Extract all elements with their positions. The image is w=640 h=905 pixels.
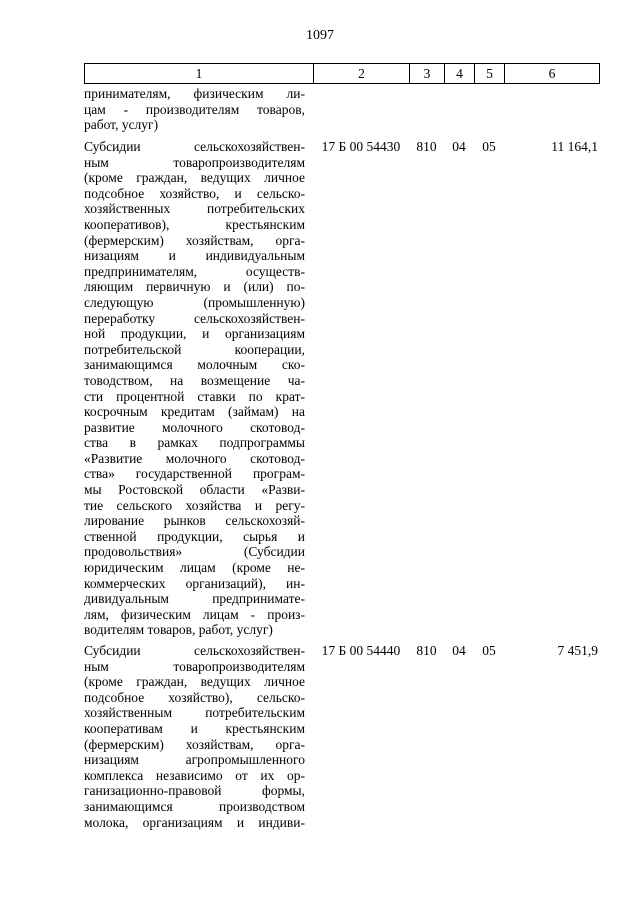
text-line: цам - производителям товаров, [84, 101, 305, 117]
text-line: низациям и индивидуальным [84, 248, 305, 264]
row-description [84, 139, 313, 638]
row-rz: 04 [452, 139, 466, 154]
header-col-6: 6 [548, 65, 556, 81]
row-pr: 05 [482, 139, 496, 154]
text-line: ства в рамках подпрограммы [84, 435, 305, 451]
text-line: следующую (промышленную) [84, 294, 305, 310]
text-line: (кроме граждан, ведущих личное [84, 674, 305, 690]
table-row [84, 643, 600, 830]
header-col-5: 5 [475, 64, 505, 83]
text-line: (фермерским) хозяйствам, орга- [84, 736, 305, 752]
text-line: кооперативам и крестьянским [84, 720, 305, 736]
text-line: подсобное хозяйство, и сельско- [84, 185, 305, 201]
header-col-3: 3 [410, 64, 445, 83]
text-line: косрочным кредитам (займам) на [84, 404, 305, 420]
text-line: лям, физическим лицам - произ- [84, 606, 305, 622]
row-pr: 05 [482, 643, 496, 658]
text-line: (кроме граждан, ведущих личное [84, 170, 305, 186]
table-row [84, 86, 600, 133]
text-line: ственной продукции, сырья и [84, 528, 305, 544]
text-line: принимателям, физическим ли- [84, 86, 305, 101]
row-code: 17 Б 00 54430 [321, 139, 401, 154]
text-line: Субсидии сельскохозяйствен- [84, 139, 305, 154]
text-line: ганизационно-правовой формы, [84, 783, 305, 799]
row-code [313, 86, 409, 133]
text-line: Субсидии сельскохозяйствен- [84, 643, 305, 658]
text-line: молока, организациям и индиви- [84, 814, 305, 830]
row-vr: 810 [416, 139, 437, 154]
text-line: юридическим лицам (кроме не- [84, 560, 305, 576]
text-line: работ, услуг) [84, 117, 159, 133]
text-line: ным товаропроизводителям [84, 658, 305, 674]
text-line: тие сельского хозяйства и регу- [84, 497, 305, 513]
text-line: хозяйственных потребительских [84, 201, 305, 217]
table-row [84, 139, 600, 638]
text-line: кооперативов), крестьянским [84, 216, 305, 232]
text-line: мы Ростовской области «Разви- [84, 482, 305, 498]
text-line: водителям товаров, работ, услуг) [84, 622, 273, 638]
text-line: ляющим первичную и (или) по- [84, 279, 305, 295]
text-line: «Развитие молочного скотовод- [84, 450, 305, 466]
text-line: предпринимателям, осуществ- [84, 263, 305, 279]
text-line: потребительской кооперации, [84, 341, 305, 357]
header-col-4: 4 [445, 64, 475, 83]
text-line: ства» государственной програм- [84, 466, 305, 482]
text-line: ной продукции, и организациям [84, 326, 305, 342]
row-rz: 04 [452, 643, 466, 658]
text-line: занимающимся производством [84, 798, 305, 814]
text-line: продовольствия» (Субсидии [84, 544, 305, 560]
text-line: ным товаропроизводителям [84, 154, 305, 170]
text-line: хозяйственным потребительским [84, 705, 305, 721]
row-amount [504, 86, 600, 133]
text-line: низациям агропромышленного [84, 752, 305, 768]
header-col-1: 1 [85, 64, 314, 83]
text-line: (фермерским) хозяйствам, орга- [84, 232, 305, 248]
row-rz [444, 86, 474, 133]
row-code: 17 Б 00 54440 [321, 643, 401, 658]
row-amount: 7 451,9 [557, 643, 598, 658]
text-line: дивидуальным предпринимате- [84, 591, 305, 607]
row-description [84, 86, 313, 133]
text-line: коммерческих организаций), ин- [84, 575, 305, 591]
row-amount: 11 164,1 [551, 139, 598, 154]
text-line: товодством, на возмещение ча- [84, 372, 305, 388]
text-line: занимающимся молочным ско- [84, 357, 305, 373]
row-vr: 810 [416, 643, 437, 658]
row-vr [409, 86, 444, 133]
text-line: лирование рынков сельскохозяй- [84, 513, 305, 529]
table-header [84, 63, 600, 84]
header-col-2: 2 [314, 64, 410, 83]
text-line: развитие молочного скотовод- [84, 419, 305, 435]
page-number: 1097 [306, 28, 334, 43]
text-line: переработку сельскохозяйствен- [84, 310, 305, 326]
row-pr [474, 86, 504, 133]
text-line: подсобное хозяйство), сельско- [84, 689, 305, 705]
text-line: комплекса независимо от их ор- [84, 767, 305, 783]
text-line: сти процентной ставки по крат- [84, 388, 305, 404]
row-description [84, 643, 313, 830]
